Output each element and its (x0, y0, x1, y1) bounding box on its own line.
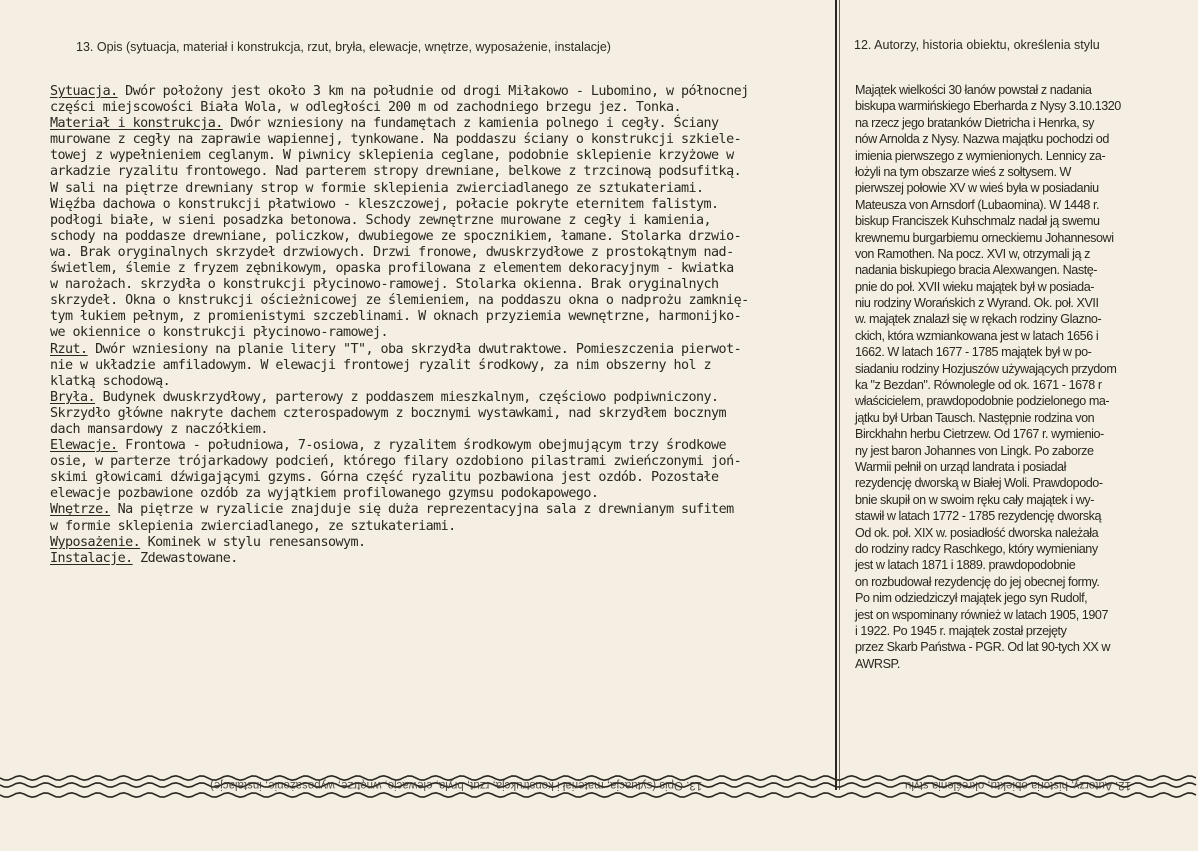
section-label: Wnętrze. (50, 502, 111, 518)
description-line (50, 406, 840, 422)
history-line: biskupa warmińskiego Eberharda z Nysy 3.10.1320 (855, 99, 1121, 114)
description-body (50, 84, 840, 567)
mirrored-bleedthrough-left: 13. Opis (sytuacja, materiał i konstrukcja, rzut, bryła, elewacje, wnętrze, wyposażenie, instalacje) (210, 779, 703, 791)
section-label: Bryła. (50, 389, 96, 405)
line-text: arkadzie ryzalitu frontowego. Nad parterem stropy drewniane, belkowe z trzcinową podsufitką. (50, 164, 742, 180)
description-line (50, 502, 840, 518)
history-line: bnie skupił on w swoim ręku cały majątek i wy- (855, 492, 1094, 507)
line-text: Skrzydło główne nakryte dachem czterospadowym z bocznymi wystawkami, nad skrzydłem bocznym (50, 405, 727, 421)
description-line (50, 116, 840, 132)
line-text: Zdewastowane. (132, 550, 238, 566)
line-text: osie, w parterze trójarkadowy podcień, którego filary ozdobiono pilastrami zwieńczonymi joń- (50, 454, 742, 470)
line-text: klatką schodową. (50, 373, 171, 389)
history-line: niu rodziny Worańskich z Wyrand. Ok. poł. XVII (855, 296, 1099, 311)
line-text: Kominek w stylu renesansowym. (140, 534, 366, 550)
description-line (50, 486, 840, 502)
history-line: on rozbudował rezydencję do jej obecnej formy. (855, 574, 1100, 589)
description-line (50, 309, 840, 325)
line-text: tym łukiem pełnym, z promienistymi szczeblinami. W oknach przyziemia wewnętrzne, harmonijko- (50, 309, 742, 325)
description-line (50, 148, 840, 164)
history-line: jest w latach 1871 i 1889. prawdopodobnie (855, 558, 1076, 573)
description-line (50, 342, 840, 358)
section-label: Wyposażenie. (50, 534, 141, 550)
line-text: części miejscowości Biała Wola, w odległości 200 m od zachodniego brzegu jez. Tonka. (50, 100, 681, 116)
line-text: nie w układzie amfiladowym. W elewacji frontowej ryzalit środkowy, za nim obszerny hol z (50, 357, 712, 373)
description-line (50, 535, 840, 551)
section-label: Materiał i konstrukcja. (50, 116, 223, 132)
history-body (855, 82, 1185, 672)
line-text: we okiennice o konstrukcji płycinowo-ramowej. (50, 325, 389, 341)
history-line: pnie do poł. XVII wieku majątek był w posiada- (855, 279, 1095, 294)
history-line: von Ramothen. Na pocz. XVI w, otrzymali ją z (855, 246, 1090, 261)
description-line (50, 551, 840, 567)
line-text: murowane z cegły na zaprawie wapiennej, tynkowane. Na poddaszu ściany o konstrukcji szkiele- (50, 132, 742, 148)
section-label: Elewacje. (50, 438, 118, 454)
history-line: krewnemu burgarbiemu orneckiemu Johannesowi (855, 230, 1114, 245)
history-line: siadaniu rodziny Hozjuszów używających przydom (855, 361, 1117, 376)
line-text: w formie sklepienia zwierciadlanego, ze sztukateriami. (50, 518, 456, 534)
line-text: dach mansardowy z naczółkiem. (50, 421, 268, 437)
history-line: Od ok. poł. XIX w. posiadłość dworska należała (855, 525, 1099, 540)
line-text: Dwór wzniesiony na fundamętach z kamienia polnego i cegły. Ściany (222, 116, 719, 132)
description-line (50, 325, 840, 341)
history-line: ka "z Bezdan". Równolegle od ok. 1671 - 1678 r (855, 378, 1102, 393)
history-line: w. majątek znalazł się w rękach rodziny Glazno- (855, 312, 1102, 327)
line-text: skrzydeł. Okna o knstrukcji ościeżnicowej ze ślemieniem, na poddaszu okna o nadprożu zamknię- (50, 293, 749, 309)
description-line (50, 374, 840, 390)
history-line: Mateusza von Arnsdorf (Lubaomina). W 1448 r. (855, 197, 1100, 212)
line-text: Na piętrze w ryzalicie znajduje się duża reprezentacyjna sala z drewnianym sufitem (110, 502, 734, 518)
description-line (50, 422, 840, 438)
history-line: Birckhahn herbu Cietrzew. Od 1767 r. wymienio- (855, 427, 1104, 442)
description-line (50, 293, 840, 309)
line-text: W sali na piętrze drewniany strop w formie sklepienia zwierciadlanego ze sztukateriami. (50, 180, 704, 196)
history-line: właścicielem, prawdopodobnie podzielonego ma- (855, 394, 1110, 409)
description-line (50, 454, 840, 470)
description-line (50, 277, 840, 293)
line-text: Frontowa - południowa, 7-osiowa, z ryzalitem środkowym obejmującym trzy środkowe (117, 438, 727, 454)
line-text: w narożach. skrzydła o konstrukcji płycinowo-ramowej. Stolarka okienna. Brak oryginalnych (50, 277, 719, 293)
line-text: podłogi białe, w sieni posadzka betonowa. Schody zewnętrzne murowane z cegły i kamienia, (50, 212, 712, 228)
line-text: skimi głowicami dźwigającymi gzyms. Górna część ryzalitu pozbawiona jest ozdób. Pozostałe (50, 470, 719, 486)
line-text: świetlem, ślemie z fryzem zębnikowym, opaska profilowana z elementem dekoracyjnym - kwiatka (50, 261, 734, 277)
history-line: nów Arnolda z Nysy. Nazwa majątku pochodzi od (855, 132, 1109, 147)
section-label: Sytuacja. (50, 84, 118, 99)
mirrored-bleedthrough-right: 12. Autorzy, historia obiektu, określenia stylu (905, 779, 1132, 791)
description-line (50, 84, 840, 100)
description-line (50, 197, 840, 213)
line-text: schody na poddasze drewniane, policzkow, dwubiegowe ze spocznikiem, łamane. Stolarka drzwio- (50, 228, 742, 244)
history-line: i 1922. Po 1945 r. majątek został przejęty (855, 623, 1067, 638)
description-line (50, 245, 840, 261)
section-label: Rzut. (50, 341, 88, 357)
description-line (50, 181, 840, 197)
history-line: rezydencję dworską w Białej Woli. Prawdopodo- (855, 476, 1103, 491)
description-line (50, 390, 840, 406)
history-line: biskup Franciszek Kuhschmalz nadał ją swemu (855, 214, 1100, 229)
history-line: 1662. W latach 1677 - 1785 majątek był w po- (855, 345, 1092, 360)
description-line (50, 229, 840, 245)
history-line: imienia pierwszego z wymienionych. Lennicy za- (855, 148, 1106, 163)
history-line: jest on wspominany również w latach 1905, 1907 (855, 607, 1109, 622)
history-line: AWRSP. (855, 656, 900, 671)
history-line: nadania biskupiego bracia Alexwangen. Nastę- (855, 263, 1098, 278)
description-line (50, 470, 840, 486)
history-header: 12. Autorzy, historia obiektu, określenia stylu (854, 38, 1100, 52)
description-header: 13. Opis (sytuacja, materiał i konstrukcja, rzut, bryła, elewacje, wnętrze, wyposażenie, instalacje) (76, 40, 611, 54)
line-text: elewacje pozbawione ozdób za wyjątkiem profilowanego gzymsu podokapowego. (50, 486, 599, 502)
description-line (50, 438, 840, 454)
description-line (50, 132, 840, 148)
section-label: Instalacje. (50, 550, 133, 566)
description-line (50, 358, 840, 374)
line-text: wa. Brak oryginalnych skrzydeł drzwiowych. Drzwi fronowe, dwuskrzydłowe z prostokątnym nad- (50, 244, 734, 260)
description-line (50, 261, 840, 277)
line-text: Dwór położony jest około 3 km na południe od drogi Miłakowo - Lubomino, w północnej (117, 84, 749, 99)
history-line: stawił w latach 1772 - 1785 rezydencję dworską (855, 509, 1102, 524)
description-line (50, 519, 840, 535)
history-line: jątku był Urban Tausch. Następnie rodzina von (855, 410, 1095, 425)
description-line (50, 213, 840, 229)
history-line: Warmii pełnił on urząd landrata i posiadał (855, 459, 1066, 474)
line-text: Więźba dachowa o konstrukcji płatwiowo - kleszczowej, połacie pokryte eternitem falistym. (50, 196, 719, 212)
history-line: łożyli na tym obszarze wieś z sołtysem. W (855, 164, 1071, 179)
line-text: Dwór wzniesiony na planie litery "T", oba skrzydła dwutraktowe. Pomieszczenia pierwot- (87, 341, 742, 357)
history-line: do rodziny radcy Raschkego, który wymieniany (855, 541, 1098, 556)
history-line: ny jest baron Johannes von Lingk. Po zaborze (855, 443, 1094, 458)
history-line: na rzecz jego bratanków Dietricha i Henrka, sy (855, 115, 1094, 130)
description-line (50, 100, 840, 116)
line-text: towej z wypełnieniem ceglanym. W piwnicy sklepienia ceglane, podobnie sklepienie krzyżowe w (50, 148, 734, 164)
history-line: przez Skarb Państwa - PGR. Od lat 90-tych XX w (855, 640, 1111, 655)
history-line: pierwszej połowie XV w wieś była w posiadaniu (855, 181, 1099, 196)
history-line: Majątek wielkości 30 łanów powstał z nadania (855, 83, 1092, 97)
line-text: Budynek dwuskrzydłowy, parterowy z poddaszem mieszkalnym, częściowo podpiwniczony. (95, 389, 719, 405)
history-line: Po nim odziedziczył majątek jego syn Rudolf, (855, 591, 1088, 606)
history-line: ckich, która wzmiankowana jest w latach 1656 i (855, 328, 1099, 343)
description-line (50, 164, 840, 180)
